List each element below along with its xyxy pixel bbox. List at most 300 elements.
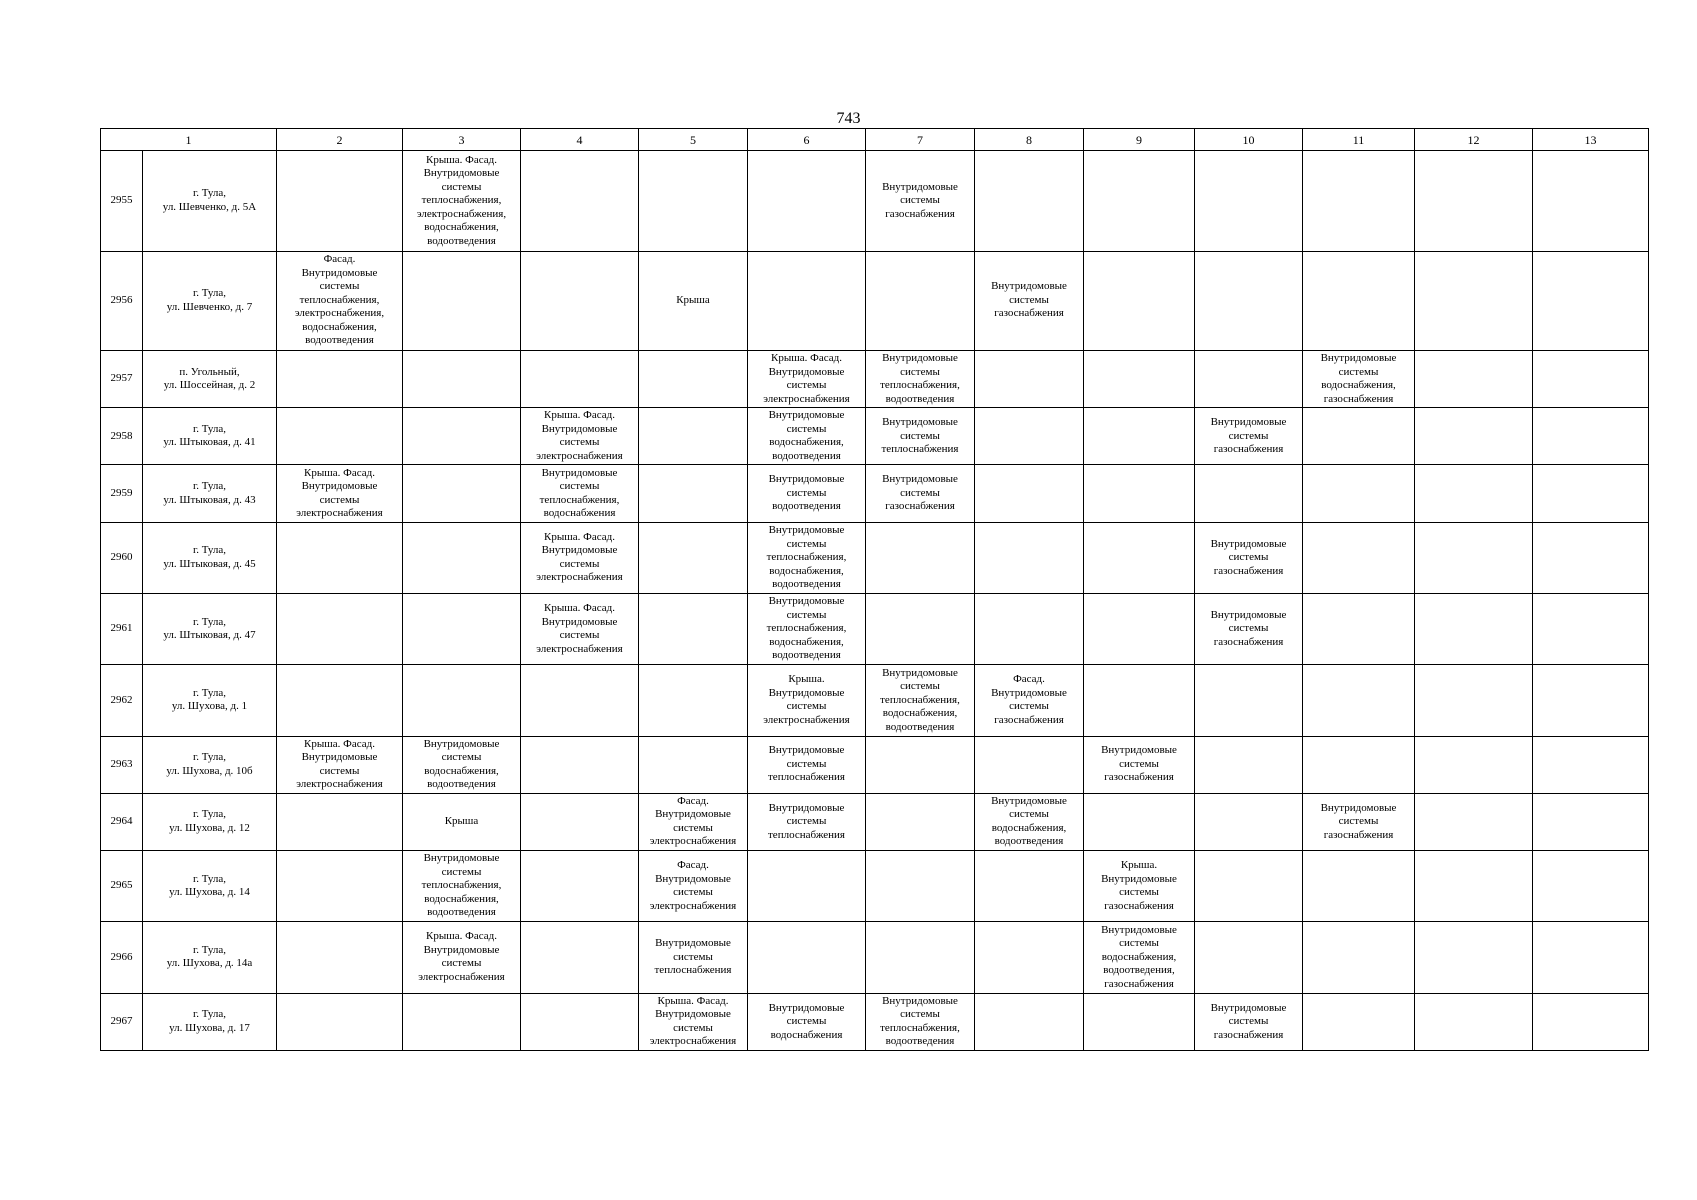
table-row — [101, 465, 1649, 522]
repair-schedule-table — [100, 128, 1649, 1051]
page-number: 743 — [836, 110, 861, 127]
cell-text-line: Крыша. Фасад. — [304, 737, 375, 750]
cell-text-line: Внутридомовые — [882, 473, 958, 486]
column-header: 7 — [866, 129, 975, 151]
cell-text-line: г. Тула, — [192, 422, 227, 435]
cell-text-line: Внутридомовые — [423, 737, 500, 750]
cell-text-line: Внутридомовые — [768, 801, 845, 814]
cell-text-line: ул. Шухова, д. 17 — [169, 1021, 250, 1034]
works-cell-col-5 — [639, 851, 748, 922]
cell-text-line: системы — [441, 180, 482, 193]
works-cell-col-9 — [1084, 408, 1195, 465]
row-number: 2964 — [101, 793, 143, 850]
cell-text-line: водоотведения — [427, 778, 496, 791]
works-cell-col-7 — [866, 593, 975, 664]
cell-text-line: Внутридомовые — [541, 422, 618, 435]
cell-text-line: водоотведения — [994, 835, 1064, 848]
cell-text-line: системы — [1009, 293, 1049, 306]
cell-text-line: электроснабжения — [763, 713, 850, 726]
works-cell-col-11 — [1303, 736, 1415, 793]
works-cell-col-4 — [521, 408, 639, 465]
works-cell-col-12 — [1415, 793, 1533, 850]
works-cell-col-11 — [1303, 251, 1415, 350]
cell-text-line: Внутридомовые — [1320, 352, 1397, 365]
works-cell-col-3 — [403, 593, 521, 664]
works-cell-col-13 — [1533, 665, 1649, 736]
cell-text-line: системы — [559, 480, 600, 493]
cell-text-line: Крыша. — [788, 673, 825, 686]
works-cell-col-4 — [521, 851, 639, 922]
works-cell-col-10 — [1195, 665, 1303, 736]
cell-text-line: теплоснабжения, — [880, 379, 960, 392]
cell-text-line: системы — [786, 422, 827, 435]
works-cell-col-12 — [1415, 465, 1533, 522]
works-cell-col-3 — [403, 350, 521, 407]
address-cell — [143, 251, 277, 350]
works-cell-col-9 — [1084, 922, 1195, 993]
cell-text-line: электроснабжения — [536, 449, 623, 462]
works-cell-col-10 — [1195, 793, 1303, 850]
works-cell-col-6 — [748, 593, 866, 664]
cell-text-line: г. Тула, — [192, 480, 227, 493]
cell-text-line: газоснабжения — [885, 500, 955, 513]
cell-text-line: системы — [673, 1021, 713, 1034]
cell-text-line: Внутридомовые — [768, 524, 845, 537]
works-cell-col-2 — [277, 408, 403, 465]
works-cell-col-4 — [521, 522, 639, 593]
table-row — [101, 151, 1649, 251]
cell-text-line: теплоснабжения, — [880, 1021, 960, 1034]
cell-text-line: теплоснабжения — [768, 828, 845, 841]
cell-text-line: Внутридомовые — [541, 615, 618, 628]
cell-text-line: системы — [319, 764, 360, 777]
cell-text-line: Внутридомовые — [1320, 801, 1397, 814]
works-cell-col-9 — [1084, 522, 1195, 593]
works-cell-col-6 — [748, 251, 866, 350]
works-cell-col-2 — [277, 251, 403, 350]
works-cell-col-8 — [975, 251, 1084, 350]
cell-text-line: системы — [786, 537, 827, 550]
cell-text-line: электроснабжения, — [294, 307, 385, 320]
cell-text-line: Крыша. Фасад. — [657, 994, 729, 1007]
cell-text-line: г. Тула, — [192, 187, 227, 200]
works-cell-col-11 — [1303, 522, 1415, 593]
works-cell-col-6 — [748, 350, 866, 407]
works-cell-col-10 — [1195, 851, 1303, 922]
cell-text-line: системы — [673, 821, 713, 834]
cell-text-line: системы — [673, 950, 713, 963]
works-cell-col-7 — [866, 522, 975, 593]
cell-text-line: Фасад. — [677, 794, 709, 807]
cell-text-line: Внутридомовые — [655, 872, 731, 885]
cell-text-line: ул. Штыковая, д. 41 — [163, 436, 256, 449]
works-cell-col-8 — [975, 736, 1084, 793]
works-cell-col-6 — [748, 851, 866, 922]
cell-text-line: системы — [786, 608, 827, 621]
works-cell-col-4 — [521, 251, 639, 350]
works-cell-col-11 — [1303, 408, 1415, 465]
works-cell-col-9 — [1084, 665, 1195, 736]
cell-text-line: Внутридомовые — [1210, 537, 1287, 550]
cell-text-line: теплоснабжения, — [421, 194, 502, 207]
cell-text-line: системы — [786, 1015, 827, 1028]
cell-text-line: Крыша. — [1120, 859, 1158, 872]
works-cell-col-9 — [1084, 251, 1195, 350]
cell-text-line: ул. Шухова, д. 10б — [166, 764, 253, 777]
works-cell-col-3 — [403, 793, 521, 850]
cell-text-line: системы — [673, 886, 713, 899]
works-cell-col-12 — [1415, 993, 1533, 1050]
cell-text-line: ул. Штыковая, д. 45 — [163, 557, 256, 570]
cell-text-line: теплоснабжения, — [880, 693, 960, 706]
cell-text-line: системы — [900, 680, 940, 693]
cell-text-line: теплоснабжения, — [421, 879, 502, 892]
cell-text-line: газоснабжения — [1213, 443, 1284, 456]
works-cell-col-8 — [975, 522, 1084, 593]
table-row — [101, 736, 1649, 793]
works-cell-col-12 — [1415, 851, 1533, 922]
row-number: 2966 — [101, 922, 143, 993]
works-cell-col-12 — [1415, 922, 1533, 993]
works-cell-col-4 — [521, 665, 639, 736]
works-cell-col-3 — [403, 251, 521, 350]
column-header: 10 — [1195, 129, 1303, 151]
address-cell — [143, 408, 277, 465]
cell-text-line: Внутридомовые — [541, 544, 618, 557]
cell-text-line: Внутридомовые — [768, 595, 845, 608]
cell-text-line: системы — [559, 557, 600, 570]
column-header: 11 — [1303, 129, 1415, 151]
cell-text-line: Внутридомовые — [301, 266, 378, 279]
cell-text-line: Крыша. Фасад. — [426, 930, 497, 943]
works-cell-col-5 — [639, 993, 748, 1050]
works-cell-col-7 — [866, 665, 975, 736]
works-cell-col-6 — [748, 151, 866, 251]
works-cell-col-5 — [639, 408, 748, 465]
row-number: 2959 — [101, 465, 143, 522]
table-row — [101, 350, 1649, 407]
cell-text-line: водоотведения — [885, 1035, 955, 1048]
cell-text-line: г. Тула, — [192, 287, 227, 300]
works-cell-col-5 — [639, 251, 748, 350]
cell-text-line: газоснабжения — [1104, 899, 1174, 912]
cell-text-line: водоснабжения, — [769, 564, 844, 577]
cell-text-line: Внутридомовые — [882, 994, 958, 1007]
cell-text-line: системы — [1009, 808, 1049, 821]
cell-text-line: Внутридомовые — [1101, 923, 1177, 936]
cell-text-line: водоснабжения, — [769, 436, 844, 449]
works-cell-col-11 — [1303, 350, 1415, 407]
row-number: 2962 — [101, 665, 143, 736]
works-cell-col-6 — [748, 793, 866, 850]
cell-text-line: электроснабжения — [763, 392, 850, 405]
cell-text-line: ул. Шоссейная, д. 2 — [163, 379, 256, 392]
cell-text-line: Внутридомовые — [768, 365, 845, 378]
address-cell — [143, 593, 277, 664]
works-cell-col-3 — [403, 665, 521, 736]
cell-text-line: системы — [1228, 551, 1269, 564]
cell-text-line: газоснабжения — [1104, 771, 1174, 784]
column-header: 13 — [1533, 129, 1649, 151]
cell-text-line: теплоснабжения — [881, 443, 959, 456]
cell-text-line: ул. Шевченко, д. 7 — [166, 300, 253, 313]
works-cell-col-10 — [1195, 922, 1303, 993]
works-cell-col-11 — [1303, 465, 1415, 522]
works-cell-col-3 — [403, 465, 521, 522]
cell-text-line: газоснабжения — [1104, 977, 1174, 990]
works-cell-col-5 — [639, 522, 748, 593]
table-row — [101, 922, 1649, 993]
works-cell-col-5 — [639, 350, 748, 407]
cell-text-line: водоснабжения, — [302, 320, 377, 333]
cell-text-line: г. Тула, — [192, 808, 227, 821]
works-cell-col-13 — [1533, 522, 1649, 593]
cell-text-line: ул. Шухова, д. 1 — [171, 700, 248, 713]
works-cell-col-5 — [639, 736, 748, 793]
cell-text-line: Внутридомовые — [882, 352, 958, 365]
cell-text-line: системы — [1119, 886, 1159, 899]
works-cell-col-10 — [1195, 251, 1303, 350]
row-number: 2963 — [101, 736, 143, 793]
cell-text-line: водоснабжения, — [424, 221, 499, 234]
cell-text-line: г. Тула, — [192, 751, 227, 764]
table-row — [101, 408, 1649, 465]
works-cell-col-7 — [866, 151, 975, 251]
cell-text-line: системы — [900, 194, 940, 207]
works-cell-col-13 — [1533, 350, 1649, 407]
works-cell-col-2 — [277, 465, 403, 522]
works-cell-col-10 — [1195, 408, 1303, 465]
cell-text-line: водоснабжения, — [991, 821, 1067, 834]
cell-text-line: системы — [786, 486, 827, 499]
works-cell-col-5 — [639, 151, 748, 251]
cell-text-line: газоснабжения — [994, 307, 1064, 320]
column-header: 2 — [277, 129, 403, 151]
address-cell — [143, 851, 277, 922]
cell-text-line: водоотведения, — [1103, 964, 1175, 977]
works-cell-col-8 — [975, 151, 1084, 251]
works-cell-col-10 — [1195, 522, 1303, 593]
cell-text-line: Внутридомовые — [991, 686, 1067, 699]
cell-text-line: водоснабжения, — [424, 764, 499, 777]
cell-text-line: ул. Шухова, д. 14 — [169, 886, 250, 899]
address-cell — [143, 993, 277, 1050]
cell-text-line: Внутридомовые — [882, 666, 958, 679]
works-cell-col-3 — [403, 993, 521, 1050]
works-cell-col-3 — [403, 151, 521, 251]
works-cell-col-9 — [1084, 993, 1195, 1050]
works-cell-col-6 — [748, 922, 866, 993]
works-cell-col-10 — [1195, 993, 1303, 1050]
cell-text-line: Внутридомовые — [1101, 744, 1177, 757]
cell-text-line: ул. Шухова, д. 12 — [169, 821, 250, 834]
cell-text-line: ул. Штыковая, д. 43 — [163, 493, 256, 506]
cell-text-line: Внутридомовые — [423, 943, 500, 956]
cell-text-line: водоотведения — [772, 449, 841, 462]
cell-text-line: Внутридомовые — [423, 167, 500, 180]
works-cell-col-9 — [1084, 736, 1195, 793]
cell-text-line: водоотведения — [427, 234, 496, 247]
works-cell-col-8 — [975, 665, 1084, 736]
works-cell-col-3 — [403, 922, 521, 993]
works-cell-col-3 — [403, 851, 521, 922]
works-cell-col-13 — [1533, 851, 1649, 922]
cell-text-line: Крыша. Фасад. — [544, 530, 615, 543]
works-cell-col-10 — [1195, 151, 1303, 251]
table-row — [101, 793, 1649, 850]
works-cell-col-12 — [1415, 151, 1533, 251]
cell-text-line: Внутридомовые — [768, 1001, 845, 1014]
cell-text-line: Внутридомовые — [1210, 608, 1287, 621]
works-cell-col-12 — [1415, 736, 1533, 793]
cell-text-line: системы — [1338, 815, 1379, 828]
works-cell-col-7 — [866, 793, 975, 850]
cell-text-line: водоотведения — [885, 392, 955, 405]
works-cell-col-12 — [1415, 350, 1533, 407]
cell-text-line: системы — [559, 629, 600, 642]
cell-text-line: Фасад. — [677, 859, 709, 872]
works-cell-col-5 — [639, 922, 748, 993]
cell-text-line: г. Тула, — [192, 872, 227, 885]
column-header: 8 — [975, 129, 1084, 151]
cell-text-line: Крыша. Фасад. — [426, 153, 497, 166]
cell-text-line: Крыша. Фасад. — [544, 602, 615, 615]
cell-text-line: Внутридомовые — [991, 794, 1067, 807]
row-number: 2960 — [101, 522, 143, 593]
cell-text-line: Фасад. — [323, 253, 356, 266]
cell-text-line: системы — [441, 957, 482, 970]
cell-text-line: электроснабжения — [296, 507, 383, 520]
column-header: 3 — [403, 129, 521, 151]
cell-text-line: Внутридомовые — [541, 466, 618, 479]
works-cell-col-10 — [1195, 350, 1303, 407]
cell-text-line: системы — [319, 493, 360, 506]
cell-text-line: Внутридомовые — [655, 808, 731, 821]
cell-text-line: системы — [786, 700, 827, 713]
cell-text-line: системы — [900, 365, 940, 378]
table-row — [101, 251, 1649, 350]
cell-text-line: газоснабжения — [1323, 828, 1394, 841]
cell-text-line: п. Угольный, — [179, 365, 240, 378]
works-cell-col-13 — [1533, 408, 1649, 465]
works-cell-col-13 — [1533, 593, 1649, 664]
works-cell-col-8 — [975, 408, 1084, 465]
cell-text-line: Крыша. Фасад. — [544, 409, 615, 422]
works-cell-col-4 — [521, 151, 639, 251]
works-cell-col-12 — [1415, 593, 1533, 664]
row-number: 2957 — [101, 350, 143, 407]
cell-text-line: газоснабжения — [885, 207, 955, 220]
cell-text-line: ул. Шухова, д. 14а — [166, 957, 253, 970]
cell-text-line: системы — [1338, 365, 1379, 378]
works-cell-col-11 — [1303, 922, 1415, 993]
column-header: 1 — [101, 129, 277, 151]
cell-text-line: теплоснабжения — [768, 771, 845, 784]
cell-text-line: Внутридомовые — [768, 473, 845, 486]
address-cell — [143, 350, 277, 407]
cell-text-line: водоотведения — [885, 720, 955, 733]
address-cell — [143, 736, 277, 793]
works-cell-col-13 — [1533, 793, 1649, 850]
works-cell-col-8 — [975, 593, 1084, 664]
cell-text-line: водоотведения — [305, 334, 374, 347]
cell-text-line: Внутридомовые — [301, 751, 378, 764]
cell-text-line: газоснабжения — [1213, 635, 1284, 648]
works-cell-col-5 — [639, 465, 748, 522]
works-cell-col-7 — [866, 851, 975, 922]
works-cell-col-4 — [521, 465, 639, 522]
cell-text-line: системы — [786, 757, 827, 770]
works-cell-col-7 — [866, 350, 975, 407]
cell-text-line: водоотведения — [772, 500, 841, 513]
cell-text-line: г. Тула, — [192, 686, 227, 699]
works-cell-col-2 — [277, 350, 403, 407]
works-cell-col-13 — [1533, 151, 1649, 251]
row-number: 2955 — [101, 151, 143, 251]
cell-text-line: Крыша — [676, 293, 710, 306]
cell-text-line: теплоснабжения, — [766, 622, 847, 635]
works-cell-col-11 — [1303, 151, 1415, 251]
works-cell-col-11 — [1303, 851, 1415, 922]
row-number: 2961 — [101, 593, 143, 664]
cell-text-line: Внутридомовые — [301, 480, 378, 493]
cell-text-line: водоснабжения, — [1101, 950, 1177, 963]
cell-text-line: водоснабжения, — [1321, 379, 1396, 392]
cell-text-line: водоснабжения — [770, 1028, 843, 1041]
cell-text-line: электроснабжения, — [416, 207, 507, 220]
cell-text-line: электроснабжения — [649, 1035, 737, 1048]
works-cell-col-6 — [748, 993, 866, 1050]
cell-text-line: системы — [1119, 757, 1159, 770]
table-row — [101, 993, 1649, 1050]
works-cell-col-7 — [866, 465, 975, 522]
cell-text-line: электроснабжения — [649, 835, 737, 848]
address-cell — [143, 793, 277, 850]
cell-text-line: г. Тула, — [192, 615, 227, 628]
cell-text-line: газоснабжения — [1213, 1028, 1284, 1041]
cell-text-line: Внутридомовые — [768, 409, 845, 422]
column-header: 12 — [1415, 129, 1533, 151]
works-cell-col-12 — [1415, 408, 1533, 465]
works-cell-col-12 — [1415, 251, 1533, 350]
row-number: 2956 — [101, 251, 143, 350]
cell-text-line: электроснабжения — [649, 899, 737, 912]
works-cell-col-7 — [866, 408, 975, 465]
cell-text-line: Внутридомовые — [768, 744, 845, 757]
address-cell — [143, 151, 277, 251]
works-cell-col-4 — [521, 350, 639, 407]
cell-text-line: ул. Штыковая, д. 47 — [163, 629, 256, 642]
cell-text-line: газоснабжения — [1213, 564, 1284, 577]
cell-text-line: водоснабжения, — [424, 892, 499, 905]
works-cell-col-2 — [277, 593, 403, 664]
works-cell-col-3 — [403, 736, 521, 793]
cell-text-line: системы — [1228, 1015, 1269, 1028]
table-row — [101, 522, 1649, 593]
cell-text-line: водоснабжения, — [769, 635, 844, 648]
cell-text-line: газоснабжения — [1323, 392, 1394, 405]
cell-text-line: Внутридомовые — [655, 1008, 731, 1021]
works-cell-col-2 — [277, 736, 403, 793]
cell-text-line: газоснабжения — [994, 713, 1064, 726]
works-cell-col-2 — [277, 151, 403, 251]
works-cell-col-4 — [521, 593, 639, 664]
cell-text-line: г. Тула, — [192, 943, 227, 956]
works-cell-col-9 — [1084, 793, 1195, 850]
works-cell-col-8 — [975, 350, 1084, 407]
works-cell-col-2 — [277, 993, 403, 1050]
cell-text-line: системы — [900, 486, 940, 499]
